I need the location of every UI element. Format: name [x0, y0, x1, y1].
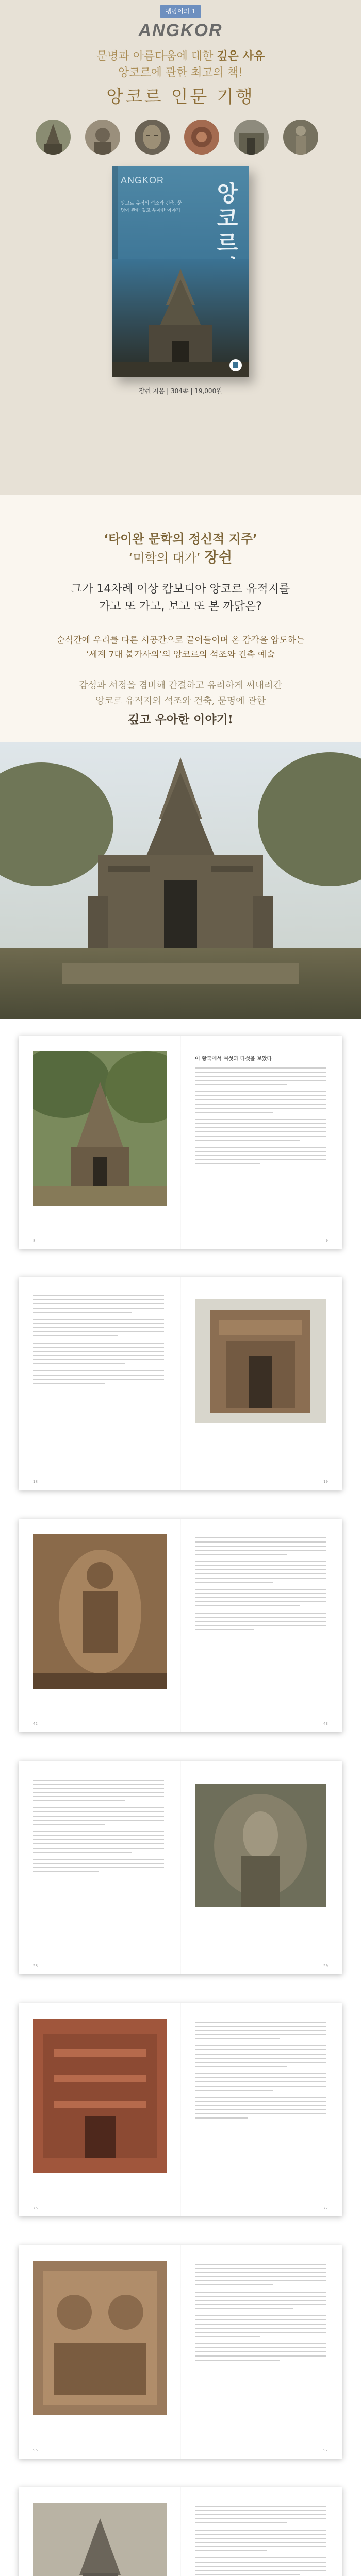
spread-7-body-text	[195, 2506, 326, 2576]
publisher-logo-icon	[229, 359, 242, 372]
spread-5-left-page-number: 76	[33, 2206, 38, 2210]
intro-quote-2-text: ‘미학의 대가’	[128, 551, 205, 565]
hero-tagline-1-text: 문명과 아름다움에 대한	[96, 50, 217, 63]
spread-4-fold	[180, 1761, 181, 1974]
thumbnail-buddha-face	[135, 120, 170, 155]
spread-3-photo	[33, 1534, 167, 1689]
page-spread-5	[19, 2003, 342, 2216]
spread-5-fold	[180, 2003, 181, 2216]
intro-section	[0, 495, 361, 1019]
book-cover	[112, 166, 249, 377]
spread-5-right-page-number: 77	[323, 2206, 328, 2210]
intro-closing-1: 감성과 서정을 겸비해 간결하고 유려하게 써내려간	[79, 680, 282, 691]
hero-tagline-2: 앙코르에 관한 최고의 책!	[118, 66, 243, 79]
book-cover-temple-photo	[112, 259, 249, 377]
page-spreads-section	[0, 1019, 361, 2576]
spread-5-photo	[33, 2019, 167, 2173]
spread-1-body-text	[195, 1067, 326, 1167]
spread-4-left-page-number: 58	[33, 1964, 38, 1968]
spread-2-right-page-number: 19	[323, 1480, 328, 1484]
spread-5-body-text	[195, 2022, 326, 2122]
thumbnail-ruins	[234, 120, 269, 155]
hero-tagline-1-emphasis: 깊은 사유	[217, 50, 265, 63]
spread-6-body-text	[195, 2264, 326, 2364]
intro-highlight-2: ‘세계 7대 불가사의’의 앙코르의 석조와 건축 예술	[86, 650, 275, 660]
spread-4-photo	[195, 1784, 326, 1907]
spread-3-right-page-number: 43	[323, 1722, 328, 1726]
page-spread-4	[19, 1761, 342, 1974]
hero-subtitle: 앙코르 인문 기행	[106, 87, 255, 107]
spread-1-photo	[33, 1051, 167, 1206]
thumbnail-statue	[283, 120, 318, 155]
page-spread-6	[19, 2245, 342, 2459]
spread-1-left-page-number: 8	[33, 1239, 36, 1243]
intro-highlight-1: 순식간에 우리를 다른 시공간으로 끌어들이며 온 감각을 압도하는	[56, 635, 305, 646]
book-cover-english-title: ANGKOR	[121, 175, 165, 185]
thumbnail-strip	[36, 120, 325, 156]
spread-7-fold	[180, 2487, 181, 2576]
intro-question-1: 그가 14차례 이상 캄보디아 앙코르 유적지를	[71, 583, 290, 596]
spread-3-left-page-number: 42	[33, 1722, 38, 1726]
spread-6-photo	[33, 2261, 167, 2415]
spread-1-heading: 이 왕국에서 여섯과 다섯을 보았다	[195, 1056, 272, 1062]
spread-6-fold	[180, 2245, 181, 2459]
author-name: 장쉰	[204, 549, 233, 566]
hero-title: ANGKOR	[138, 21, 223, 40]
intro-quote-2	[0, 546, 361, 567]
intro-question-2: 가고 또 가고, 보고 또 본 까닭은?	[99, 600, 262, 613]
spread-7-photo	[33, 2503, 167, 2576]
hero-section	[0, 0, 361, 495]
thumbnail-stone-relief	[85, 120, 120, 155]
book-cover-description: 앙코르 유적의 석조와 건축, 문명에 관한 깊고 우아한 이야기	[121, 201, 182, 213]
page-spread-2	[19, 1277, 342, 1490]
spread-2-left-page-number: 18	[33, 1480, 38, 1484]
spread-3-body-text	[195, 1537, 326, 1633]
intro-closing-3: 깊고 우아한 이야기!	[128, 713, 233, 726]
page-spread-1	[19, 1036, 342, 1249]
temple-gate-photo	[0, 742, 361, 1019]
intro-closing-2: 앙코르 유적지의 석조와 건축, 문명에 관한	[95, 696, 266, 706]
spread-4-right-page-number: 59	[323, 1964, 328, 1968]
intro-quote-1: ‘타이완 문학의 정신적 지주’	[103, 532, 258, 546]
spread-2-body-text	[33, 1295, 164, 1387]
hero-tagline-1	[0, 47, 361, 63]
spread-1-fold	[180, 1036, 181, 1249]
spread-2-fold	[180, 1277, 181, 1490]
spread-2-photo	[195, 1299, 326, 1423]
series-badge: 팽팡이의 1	[160, 5, 201, 18]
spread-6-left-page-number: 96	[33, 2448, 38, 2452]
thumbnail-temple-tower	[36, 120, 71, 155]
book-cover-korean-title: 앙코르	[217, 181, 238, 256]
thumbnail-carving-round	[184, 120, 219, 155]
page-spread-7	[19, 2487, 342, 2576]
spread-1-right-page-number: 9	[325, 1239, 328, 1243]
book-meta: 장쉰 지음 | 304쪽 | 19,000원	[139, 387, 222, 395]
page-spread-3	[19, 1519, 342, 1732]
spread-6-right-page-number: 97	[323, 2448, 328, 2452]
spread-3-fold	[180, 1519, 181, 1732]
spread-4-body-text	[33, 1780, 164, 1875]
